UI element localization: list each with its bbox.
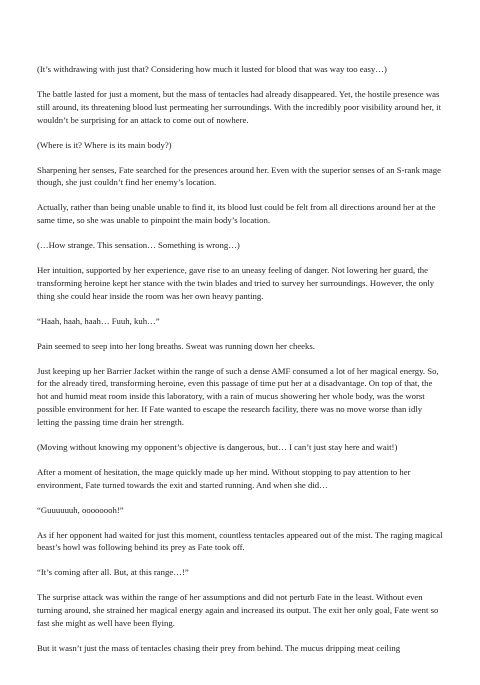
- paragraph-3: (Where is it? Where is its main body?): [37, 139, 172, 150]
- paragraph-11: (Moving without knowing my opponent’s objective is dangerous, but… I can’t just stay here and wait!): [37, 441, 398, 452]
- paragraph-9: Pain seemed to seep into her long breaths. Sweat was running down her cheeks.: [37, 340, 315, 351]
- paragraph-7: Her intuition, supported by her experience, gave rise to an uneasy feeling of danger. Not lowering her guard, the transforming heroine kept her stance with the twin blades and tried to survey her surroundings. However, the only thing she could hear inside the room was her own heavy panting.: [37, 265, 435, 301]
- paragraph-2: The battle lasted for just a moment, but the mass of tentacles had already disappeared. Yet, the hostile presence was still around, its threatening blood lust permeating her surroundings. With the incredibly poor visibility around her, it wouldn’t be surprising for an attack to come out of nowhere.: [37, 88, 442, 125]
- paragraph-6: (…How strange. This sensation… Something is wrong…): [37, 240, 240, 251]
- paragraph-10: Just keeping up her Barrier Jacket within the range of such a dense AMF consumed a lot of her magical energy. So, for the already tired, transforming heroine, even this passage of time put her at a disadvantage. On top of that, the hot and humid meat room inside this laboratory, with a rain of mucus showering her whole body, was the worst possible environment for her. If Fate wanted to escape the research facility, there was no move worse than idly letting the passing time drain her strength.: [37, 365, 439, 427]
- paragraph-4: Sharpening her senses, Fate searched for the presences around her. Even with the superior senses of an S-rank mage though, she just couldn’t find her enemy’s location.: [37, 164, 442, 188]
- paragraph-15: “It’s coming after all. But, at this range…!”: [37, 567, 189, 578]
- paragraph-12: After a moment of hesitation, the mage quickly made up her mind. Without stopping to pay attention to her environment, Fate turned towards the exit and started running. And when she did…: [37, 466, 411, 490]
- paragraph-5: Actually, rather than being unable unable to find it, its blood lust could be felt from all directions around her at the same time, so she was unable to pinpoint the main body’s location.: [37, 202, 436, 226]
- paragraph-13: “Guuuuuuh, oooooooh!”: [37, 504, 124, 515]
- document-body: [37, 63, 444, 667]
- paragraph-14: As if her opponent had waited for just this moment, countless tentacles appeared out of the mist. The raging magical beast’s howl was following behind its prey as Fate took off.: [37, 529, 443, 553]
- paragraph-8: “Haah, haah, haah… Fuuh, kuh…”: [37, 315, 160, 326]
- paragraph-1: (It’s withdrawing with just that? Considering how much it lusted for blood that was way too easy…): [37, 64, 387, 74]
- paragraph-16: The surprise attack was within the range of her assumptions and did not perturb Fate in the least. Without even turning around, she strained her magical energy again and increased its output. The exit her only goal, Fate went so fast she might as well have been flying.: [37, 592, 439, 628]
- paragraph-17: But it wasn’t just the mass of tentacles chasing their prey from behind. The mucus dripping meat ceiling: [37, 642, 401, 653]
